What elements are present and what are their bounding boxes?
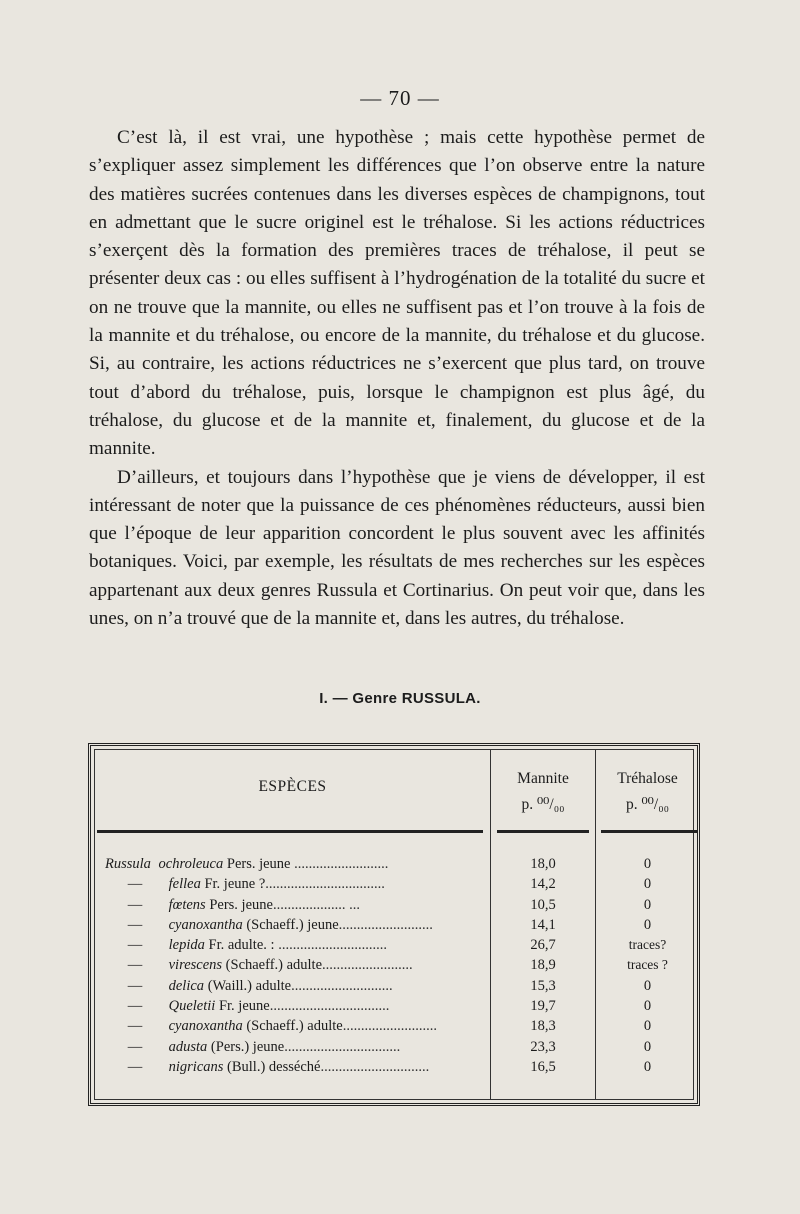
leader-dots: .......................... <box>290 856 389 872</box>
species-name: Queletii <box>168 998 216 1015</box>
species-name: nigricans <box>168 1058 224 1075</box>
mannite-value: 18,9 <box>530 957 556 974</box>
mannite-value: 18,0 <box>530 856 556 872</box>
table-row <box>95 895 693 915</box>
table-row <box>95 976 693 996</box>
species-detail: Fr. jeune ? <box>200 876 266 893</box>
species-cell <box>105 976 485 996</box>
table-row <box>95 955 693 975</box>
species-detail: Fr. adulte. : <box>204 937 275 954</box>
leader-dots: .......................... <box>338 916 433 933</box>
species-cell <box>105 895 485 915</box>
leader-dots: .............................. <box>274 937 387 954</box>
species-detail: (Pers.) jeune <box>207 1038 285 1055</box>
table-rows <box>95 854 693 1077</box>
species-name: lepida <box>168 937 205 954</box>
mannite-value: 14,1 <box>530 916 556 933</box>
species-name: fœtens <box>168 896 206 913</box>
species-prefix: — <box>127 1018 143 1035</box>
species-detail: (Waill.) adulte <box>204 977 292 994</box>
species-detail: (Schaeff.) jeune <box>242 916 339 933</box>
species-detail: (Bull.) desséché <box>223 1058 321 1075</box>
header-mannite-unit: p. ⁰⁰/₀₀ <box>521 796 565 813</box>
species-prefix: — <box>127 1058 143 1075</box>
table-row <box>95 1016 693 1036</box>
trehalose-value: 0 <box>643 1058 652 1075</box>
leader-dots: .......................... <box>342 1018 437 1035</box>
paragraph-2: D’ailleurs, et toujours dans l’hypothèse que je viens de développer, il est intéressant de noter que la puissance de ces phénomènes réducteurs, aussi bien que l’époque de leur apparition concordent le plus souvent avec les affinités botaniques. Voici, par exemple, les résultats de mes recherches sur les espèces appartenant aux deux genres Russula et Cortinarius. On peut voir que, dans les unes, on n’a trouvé que de la mannite et, dans les autres, du tréhalose. <box>89 466 705 630</box>
header-rule <box>97 830 483 833</box>
header-trehalose-unit: p. ⁰⁰/₀₀ <box>625 796 670 813</box>
species-name: adusta <box>168 1038 208 1055</box>
mannite-value: 15,3 <box>530 977 556 994</box>
species-prefix: Russula <box>105 856 151 872</box>
table-row <box>95 1037 693 1057</box>
leader-dots: ............................ <box>291 977 393 994</box>
trehalose-value: 0 <box>643 896 652 913</box>
species-cell <box>105 854 485 874</box>
page-number: — 70 — <box>360 86 440 110</box>
mannite-value: 18,3 <box>530 1018 556 1035</box>
table-row <box>95 874 693 894</box>
species-detail: (Schaeff.) adulte <box>242 1018 343 1035</box>
leader-dots: ................................. <box>265 876 385 893</box>
species-prefix: — <box>127 957 143 974</box>
header-mannite-label: Mannite <box>517 770 569 787</box>
species-prefix: — <box>127 916 143 933</box>
leader-dots: ......................... <box>322 957 413 974</box>
body-text <box>89 124 705 633</box>
species-prefix: — <box>127 998 143 1015</box>
table-row <box>95 935 693 955</box>
species-name: fellea <box>168 876 201 893</box>
species-detail: Pers. jeune <box>223 856 291 872</box>
table-body <box>94 749 694 1100</box>
species-cell <box>105 1057 485 1077</box>
species-detail: Pers. jeune <box>205 896 273 913</box>
species-cell <box>105 874 485 894</box>
species-prefix: — <box>127 1038 143 1055</box>
species-cell <box>105 996 485 1016</box>
species-cell <box>105 915 485 935</box>
header-rule <box>601 830 697 833</box>
species-detail: Fr. jeune <box>215 998 270 1015</box>
mannite-value: 23,3 <box>530 1038 556 1055</box>
species-prefix: — <box>127 937 143 954</box>
header-species: ESPÈCES <box>258 778 327 795</box>
species-prefix: — <box>127 896 143 913</box>
trehalose-value: traces? <box>628 937 667 953</box>
trehalose-value: 0 <box>643 856 652 872</box>
header-trehalose-label: Tréhalose <box>617 770 678 787</box>
section-title: I. — Genre RUSSULA. <box>319 690 481 707</box>
leader-dots: .................... ... <box>272 896 360 913</box>
species-name: cyanoxantha <box>168 1018 243 1035</box>
species-detail: (Schaeff.) adulte <box>222 957 323 974</box>
species-cell <box>105 935 485 955</box>
table-row <box>95 1057 693 1077</box>
mannite-value: 14,2 <box>530 876 556 893</box>
trehalose-value: 0 <box>643 876 652 893</box>
species-name: cyanoxantha <box>168 916 243 933</box>
table-row <box>95 915 693 935</box>
species-cell <box>105 1016 485 1036</box>
species-cell <box>105 1037 485 1057</box>
trehalose-value: traces ? <box>627 957 668 973</box>
header-rule <box>497 830 589 833</box>
header-mannite <box>491 766 595 818</box>
header-trehalose <box>596 766 699 818</box>
trehalose-value: 0 <box>643 998 652 1015</box>
species-name: ochroleuca <box>158 856 224 872</box>
leader-dots: ................................ <box>284 1038 401 1055</box>
species-name: virescens <box>168 957 223 974</box>
mannite-value: 16,5 <box>530 1058 556 1075</box>
mannite-value: 19,7 <box>530 998 556 1015</box>
mannite-value: 10,5 <box>530 896 556 913</box>
trehalose-value: 0 <box>643 1018 652 1035</box>
trehalose-value: 0 <box>643 1038 652 1055</box>
leader-dots: ................................. <box>269 998 390 1015</box>
table-row <box>95 854 693 874</box>
results-table <box>88 743 700 1106</box>
trehalose-value: 0 <box>643 916 652 933</box>
trehalose-value: 0 <box>643 977 652 994</box>
leader-dots: .............................. <box>320 1058 430 1075</box>
species-prefix: — <box>127 977 143 994</box>
mannite-value: 26,7 <box>530 937 556 954</box>
species-prefix: — <box>127 876 143 893</box>
species-name: delica <box>168 977 205 994</box>
species-cell <box>105 955 485 975</box>
table-row <box>95 996 693 1016</box>
paragraph-1: C’est là, il est vrai, une hypothèse ; mais cette hypothèse permet de s’expliquer assez simplement les différences que l’on observe entre la nature des matières sucrées contenues dans les diverses espèces de champignons, tout en admettant que le sucre originel est le tréhalose. Si les actions réductrices s’exerçent dès la formation des premières traces de tréhalose, il peut se présenter deux cas : ou elles suffisent à l’hydrogénation de la totalité du sucre et on ne trouve que la mannite, ou elles ne suffisent pas et l’on trouve à la fois de la mannite et du tréhalose, ou encore de la mannite, du tréhalose et du glucose. Si, au contraire, les actions réductrices ne s’exercent que plus tard, on trouve tout d’abord du tréhalose, puis, lorsque le champignon est plus âgé, du tréhalose, du glucose et de la mannite et, finalement, du glucose et de la mannite. <box>89 127 705 460</box>
